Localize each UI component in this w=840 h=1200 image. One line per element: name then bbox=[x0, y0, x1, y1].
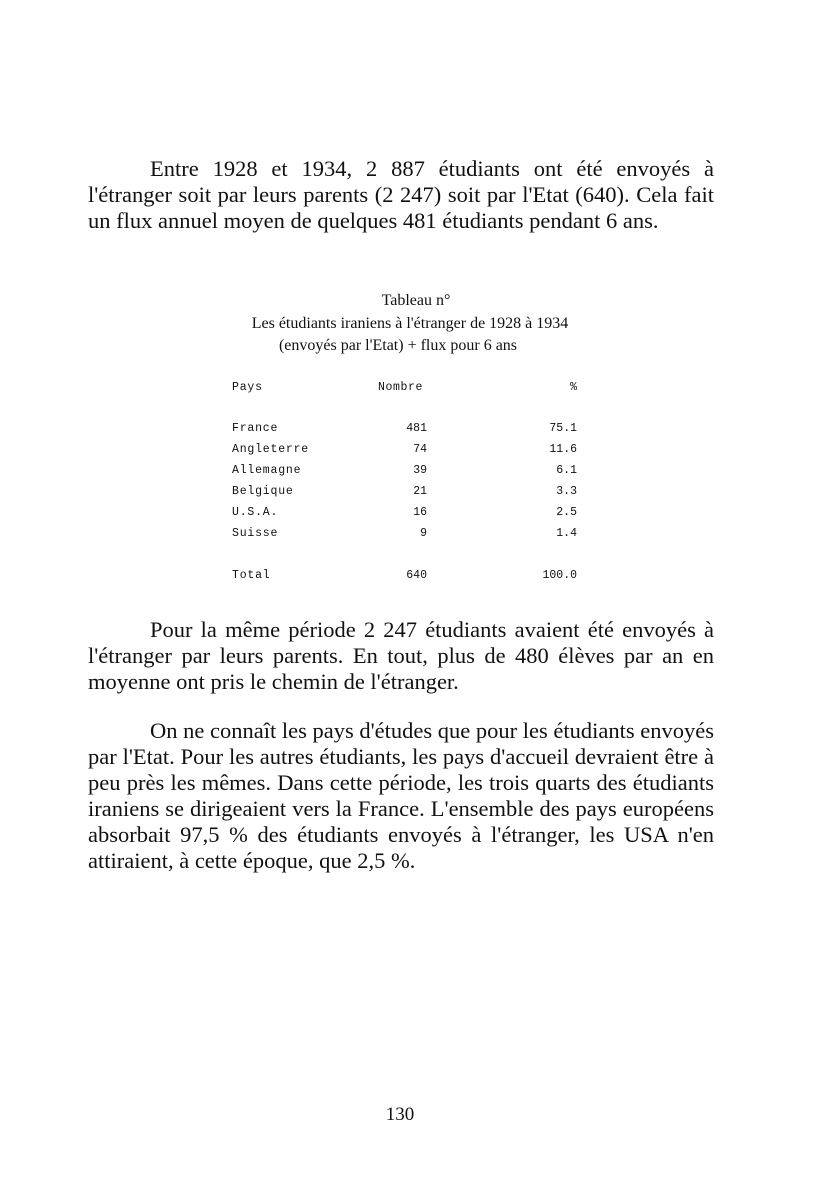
cell-pays: Suisse bbox=[232, 527, 279, 540]
cell-nombre: 74 bbox=[413, 443, 427, 456]
cell-pourcent: 1.4 bbox=[556, 527, 577, 540]
page-number: 130 bbox=[385, 1104, 415, 1125]
header-pourcent: % bbox=[570, 381, 577, 394]
cell-pays: Angleterre bbox=[232, 443, 310, 456]
table-total bbox=[232, 565, 577, 586]
cell-pourcent: 6.1 bbox=[556, 464, 577, 477]
table-row bbox=[232, 439, 577, 460]
paragraph-countries: On ne connaît les pays d'études que pour les étudiants envoyés par l'Etat. Pour les autres étudiants, les pays d'accueil devraient être à peu près les mêmes. Dans cette période, les trois quarts des étudiants iraniens se dirigeaient vers la France. L'ensemble des pays européens absorbait 97,5 % des étudiants envoyés à l'étranger, les USA n'en attiraient, à cette époque, que 2,5 %. bbox=[88, 718, 714, 873]
cell-total-pourcent: 100.0 bbox=[542, 569, 577, 582]
cell-pays: Belgique bbox=[232, 485, 294, 498]
table-total-row bbox=[232, 565, 577, 586]
cell-pays: France bbox=[232, 422, 279, 435]
header-pays: Pays bbox=[232, 381, 263, 394]
header-nombre: Nombre bbox=[378, 381, 424, 394]
table-row bbox=[232, 460, 577, 481]
cell-pays: Allemagne bbox=[232, 464, 302, 477]
table-row bbox=[232, 502, 577, 523]
table-title: Tableau n° bbox=[381, 292, 451, 309]
cell-total-nombre: 640 bbox=[406, 569, 427, 582]
cell-total-label: Total bbox=[232, 569, 271, 582]
table-body bbox=[232, 418, 577, 544]
cell-nombre: 39 bbox=[413, 464, 427, 477]
cell-pays: U.S.A. bbox=[232, 506, 279, 519]
table-header-row bbox=[232, 377, 577, 398]
cell-pourcent: 2.5 bbox=[556, 506, 577, 519]
table-row bbox=[232, 481, 577, 502]
table-header bbox=[232, 377, 577, 398]
paragraph-intro: Entre 1928 et 1934, 2 887 étudiants ont été envoyés à l'étranger soit par leurs parents (2 247) soit par l'Etat (640). Cela fait un flux annuel moyen de quelques 481 étudiants pendant 6 ans. bbox=[88, 156, 714, 233]
paragraph-parents: Pour la même période 2 247 étudiants avaient été envoyés à l'étranger par leurs parents. En tout, plus de 480 élèves par an en moyenne ont pris le chemin de l'étranger. bbox=[88, 617, 714, 694]
cell-nombre: 9 bbox=[420, 527, 427, 540]
table-subtitle: Les étudiants iraniens à l'étranger de 1928 à 1934 bbox=[251, 315, 569, 332]
cell-nombre: 21 bbox=[413, 485, 427, 498]
cell-pourcent: 3.3 bbox=[556, 485, 577, 498]
table-row bbox=[232, 418, 577, 439]
cell-pourcent: 11.6 bbox=[549, 443, 577, 456]
cell-pourcent: 75.1 bbox=[549, 422, 577, 435]
cell-nombre: 481 bbox=[406, 422, 427, 435]
table-subtitle-note: (envoyés par l'Etat) + flux pour 6 ans bbox=[278, 337, 518, 354]
table-row bbox=[232, 523, 577, 544]
cell-nombre: 16 bbox=[413, 506, 427, 519]
